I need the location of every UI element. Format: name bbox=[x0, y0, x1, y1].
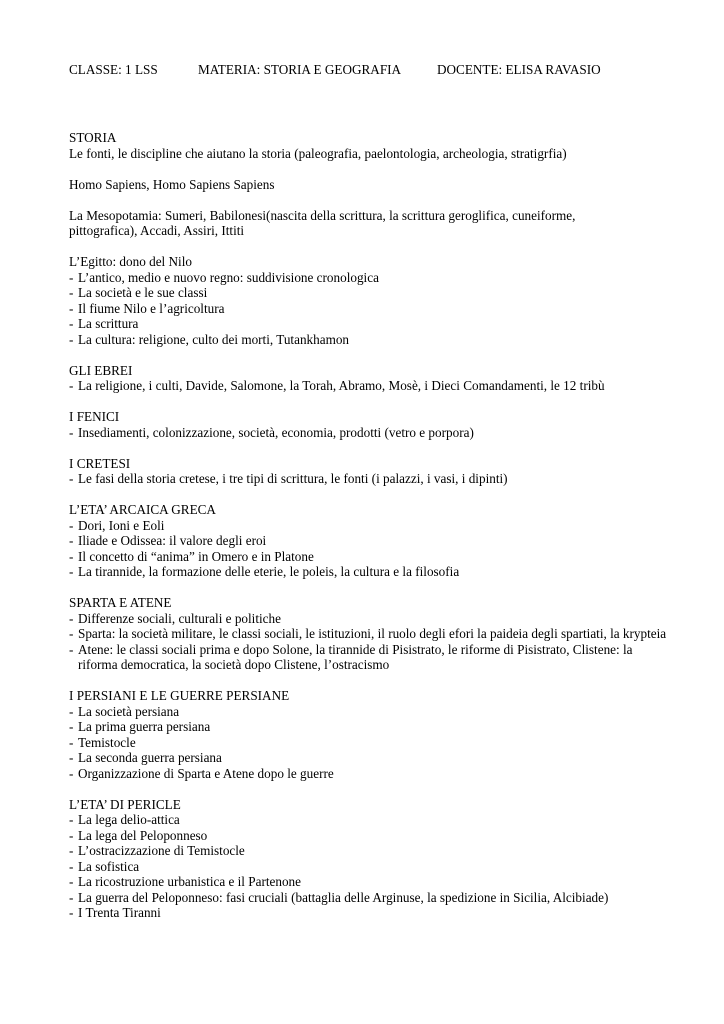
topic-text-line: Le fonti, le discipline che aiutano la storia (paleografia, paelontologia, archeologia, stratigrfia) bbox=[69, 145, 567, 161]
list-item-text: Differenze sociali, culturali e politiche bbox=[78, 610, 281, 626]
list-bullet-dash: - bbox=[69, 424, 74, 440]
list-item-text: Il fiume Nilo e l’agricoltura bbox=[78, 300, 225, 316]
list-item bbox=[69, 285, 669, 301]
topic-heading: L’Egitto: dono del Nilo bbox=[69, 254, 192, 269]
list-item bbox=[69, 611, 669, 627]
list-bullet-dash: - bbox=[69, 316, 74, 331]
list-item-text: Insediamenti, colonizzazione, società, economia, prodotti (vetro e porpora) bbox=[78, 424, 474, 440]
list-item bbox=[69, 270, 669, 286]
list-item bbox=[69, 874, 669, 890]
list-item bbox=[69, 642, 669, 673]
topic-heading: I FENICI bbox=[69, 409, 120, 424]
list-item bbox=[69, 564, 669, 580]
list-item bbox=[69, 533, 669, 549]
list-bullet-dash: - bbox=[69, 765, 74, 781]
document-page bbox=[69, 62, 669, 936]
list-item-text: Sparta: la società militare, le classi sociali, le istituzioni, il ruolo degli efori la paideia degli spartiati, la krypteia bbox=[78, 626, 667, 641]
topic-block bbox=[69, 177, 669, 193]
list-item-text: La religione, i culti, Davide, Salomone, la Torah, Abramo, Mosè, i Dieci Comandamenti, le 12 tribù bbox=[78, 378, 605, 393]
list-bullet-dash: - bbox=[69, 548, 74, 564]
topic-block bbox=[69, 208, 669, 239]
list-bullet-dash: - bbox=[69, 269, 74, 285]
header-materia: MATERIA: STORIA E GEOGRAFIA bbox=[198, 62, 402, 77]
list-item-text: Temistocle bbox=[78, 734, 136, 750]
list-bullet-dash: - bbox=[69, 719, 74, 734]
topic-block bbox=[69, 130, 669, 161]
topic-heading: I PERSIANI E LE GUERRE PERSIANE bbox=[69, 688, 290, 703]
list-bullet-dash: - bbox=[69, 750, 74, 765]
list-bullet-dash: - bbox=[69, 812, 74, 827]
list-item bbox=[69, 301, 669, 317]
list-item-text: La lega del Peloponneso bbox=[78, 827, 208, 843]
list-bullet-dash: - bbox=[69, 564, 74, 579]
topic-heading: SPARTA E ATENE bbox=[69, 595, 172, 610]
list-item bbox=[69, 626, 669, 642]
topic-block bbox=[69, 595, 669, 673]
list-bullet-dash: - bbox=[69, 517, 74, 533]
list-bullet-dash: - bbox=[69, 610, 74, 626]
topic-heading: La Mesopotamia: Sumeri, Babilonesi(nascita della scrittura, la scrittura geroglifica, cuneiforme, bbox=[69, 207, 576, 223]
list-item bbox=[69, 719, 669, 735]
list-item-text: La tirannide, la formazione delle eterie, le poleis, la cultura e la filosofia bbox=[78, 564, 460, 579]
list-item bbox=[69, 828, 669, 844]
topic-heading: I CRETESI bbox=[69, 455, 131, 471]
list-item bbox=[69, 750, 669, 766]
topic-heading: GLI EBREI bbox=[69, 362, 133, 378]
list-bullet-dash: - bbox=[69, 641, 74, 657]
list-bullet-dash: - bbox=[69, 889, 74, 905]
topic-block bbox=[69, 254, 669, 347]
list-bullet-dash: - bbox=[69, 703, 74, 719]
list-item-text: La seconda guerra persiana bbox=[78, 750, 222, 765]
list-bullet-dash: - bbox=[69, 331, 74, 347]
list-item-text: La scrittura bbox=[78, 316, 139, 331]
list-item bbox=[69, 425, 669, 441]
header-classe: CLASSE: 1 LSS bbox=[69, 62, 158, 77]
list-bullet-dash: - bbox=[69, 858, 74, 874]
list-bullet-dash: - bbox=[69, 874, 74, 889]
list-bullet-dash: - bbox=[69, 285, 74, 300]
list-item-text: La ricostruzione urbanistica e il Partenone bbox=[78, 874, 302, 889]
list-item-text: La prima guerra persiana bbox=[78, 719, 211, 734]
topic-heading: L’ETA’ DI PERICLE bbox=[69, 796, 181, 812]
topic-block bbox=[69, 363, 669, 394]
list-item-text: La lega delio-attica bbox=[78, 812, 180, 827]
topic-text-line: pittografica), Accadi, Assiri, Ittiti bbox=[69, 223, 245, 238]
syllabus-content bbox=[69, 130, 669, 921]
list-bullet-dash: - bbox=[69, 905, 74, 920]
topic-block bbox=[69, 797, 669, 921]
list-item-text: Atene: le classi sociali prima e dopo Solone, la tirannide di Pisistrato, le riforme di Pisistrato, Clistene: la riforma democratica, la società dopo Clistene, l’ostracismo bbox=[78, 641, 633, 672]
list-item-text: La società persiana bbox=[78, 703, 180, 719]
list-item bbox=[69, 316, 669, 332]
list-item bbox=[69, 905, 669, 921]
list-item bbox=[69, 518, 669, 534]
list-item bbox=[69, 843, 669, 859]
list-item bbox=[69, 859, 669, 875]
list-bullet-dash: - bbox=[69, 300, 74, 316]
list-bullet-dash: - bbox=[69, 533, 74, 548]
list-item bbox=[69, 735, 669, 751]
list-item bbox=[69, 704, 669, 720]
list-item-text: La cultura: religione, culto dei morti, Tutankhamon bbox=[78, 331, 350, 347]
list-item bbox=[69, 549, 669, 565]
list-item bbox=[69, 332, 669, 348]
list-bullet-dash: - bbox=[69, 827, 74, 843]
list-bullet-dash: - bbox=[69, 378, 74, 393]
topic-heading: Homo Sapiens, Homo Sapiens Sapiens bbox=[69, 176, 275, 192]
list-item-text: Il concetto di “anima” in Omero e in Platone bbox=[78, 548, 314, 564]
list-item-text: Organizzazione di Sparta e Atene dopo le guerre bbox=[78, 765, 334, 781]
list-item bbox=[69, 378, 669, 394]
list-item-text: I Trenta Tiranni bbox=[78, 905, 161, 920]
list-item bbox=[69, 890, 669, 906]
list-item-text: La guerra del Peloponneso: fasi cruciali (battaglia delle Arginuse, la spedizione in Sicilia, Alcibiade) bbox=[78, 889, 609, 905]
topic-block bbox=[69, 409, 669, 440]
list-item-text: L’antico, medio e nuovo regno: suddivisione cronologica bbox=[78, 269, 379, 285]
topic-block bbox=[69, 456, 669, 487]
topic-heading: STORIA bbox=[69, 130, 117, 145]
list-item-text: L’ostracizzazione di Temistocle bbox=[78, 843, 245, 858]
topic-block bbox=[69, 502, 669, 580]
topic-heading: L’ETA’ ARCAICA GRECA bbox=[69, 502, 216, 517]
list-item-text: Iliade e Odissea: il valore degli eroi bbox=[78, 533, 267, 548]
topic-block bbox=[69, 688, 669, 781]
list-bullet-dash: - bbox=[69, 471, 74, 486]
list-item-text: Dori, Ioni e Eoli bbox=[78, 517, 165, 533]
list-bullet-dash: - bbox=[69, 734, 74, 750]
list-bullet-dash: - bbox=[69, 626, 74, 641]
list-item-text: La sofistica bbox=[78, 858, 140, 874]
list-item-text: La società e le sue classi bbox=[78, 285, 208, 300]
list-item bbox=[69, 766, 669, 782]
list-item bbox=[69, 812, 669, 828]
list-item-text: Le fasi della storia cretese, i tre tipi di scrittura, le fonti (i palazzi, i vasi, i dipinti) bbox=[78, 471, 508, 486]
header-docente: DOCENTE: ELISA RAVASIO bbox=[437, 62, 601, 77]
document-header bbox=[69, 62, 669, 78]
list-item bbox=[69, 471, 669, 487]
list-bullet-dash: - bbox=[69, 843, 74, 858]
